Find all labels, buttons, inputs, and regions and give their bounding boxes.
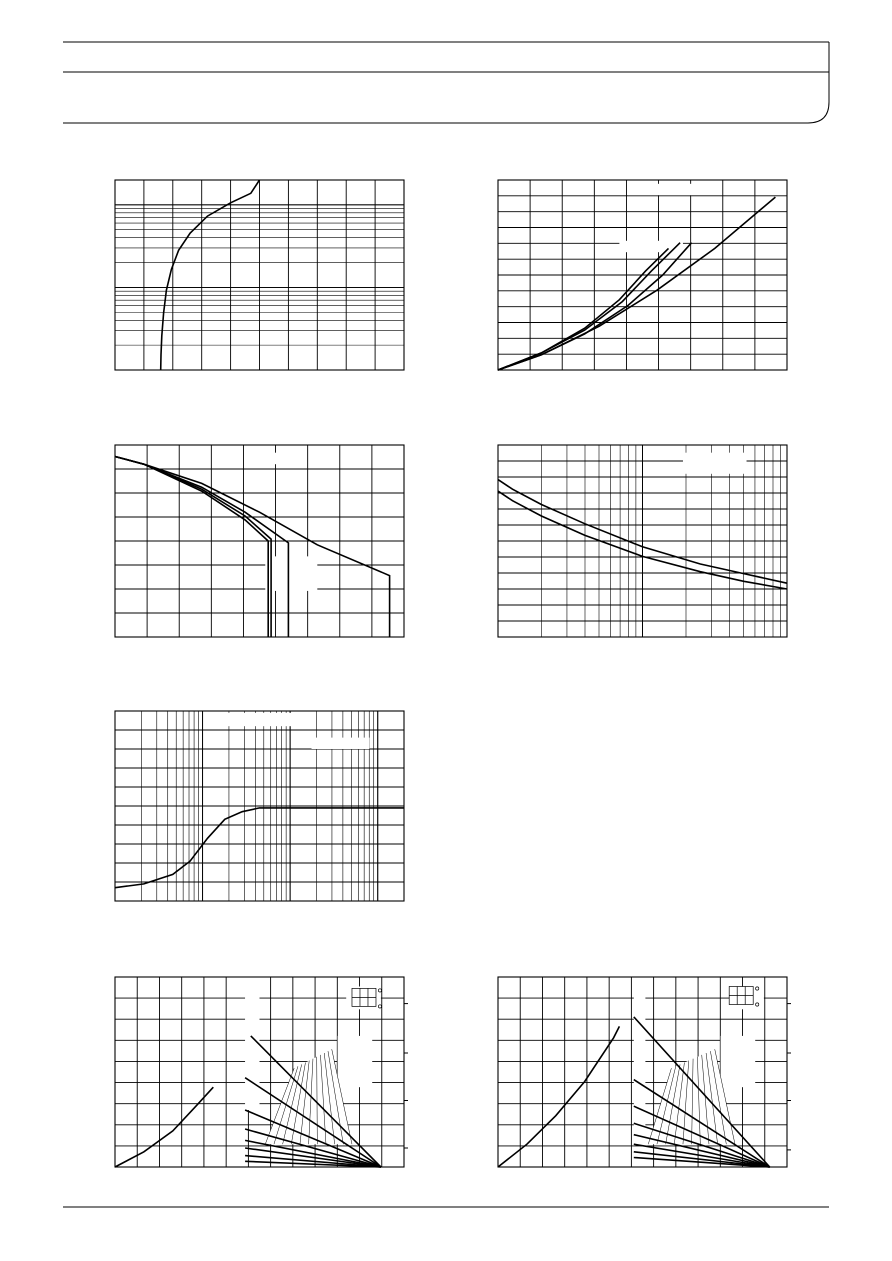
series-line-1 [498, 197, 775, 370]
chart-c4 [498, 445, 787, 637]
blank-label-area [265, 556, 317, 591]
series-group [115, 457, 390, 638]
chart-c2 [498, 180, 787, 370]
chart-c1-plot [115, 180, 404, 370]
chart-c6-plot [115, 977, 404, 1167]
chart-c7 [498, 977, 787, 1167]
header-box [63, 42, 829, 123]
series-group [115, 808, 404, 888]
series-group [498, 197, 775, 370]
blank-label-area [312, 738, 370, 749]
series-line-7 [634, 1144, 770, 1167]
blank-label-area [619, 241, 683, 252]
blank-label-area [628, 184, 692, 195]
grid [115, 180, 404, 370]
blank-label-area [729, 987, 764, 1010]
chart-c4-plot [498, 445, 787, 637]
series-line-1 [115, 808, 404, 888]
blank-label-area [721, 1036, 756, 1087]
chart-c2-plot [498, 180, 787, 370]
chart-c3 [115, 445, 404, 637]
blank-label-area [338, 1036, 373, 1087]
grid [115, 445, 404, 637]
series-line-1 [115, 457, 390, 638]
blank-label-area [271, 453, 306, 465]
chart-c7-plot [498, 977, 787, 1167]
chart-c6 [115, 977, 404, 1167]
series-line-4 [498, 248, 669, 370]
blank-label-area [225, 713, 291, 726]
chart-c5-plot [115, 711, 404, 901]
blank-label-area [683, 453, 747, 474]
chart-c5 [115, 711, 404, 901]
chart-c3-plot [115, 445, 404, 637]
series-line-1 [115, 1087, 213, 1167]
chart-c1 [115, 180, 404, 370]
